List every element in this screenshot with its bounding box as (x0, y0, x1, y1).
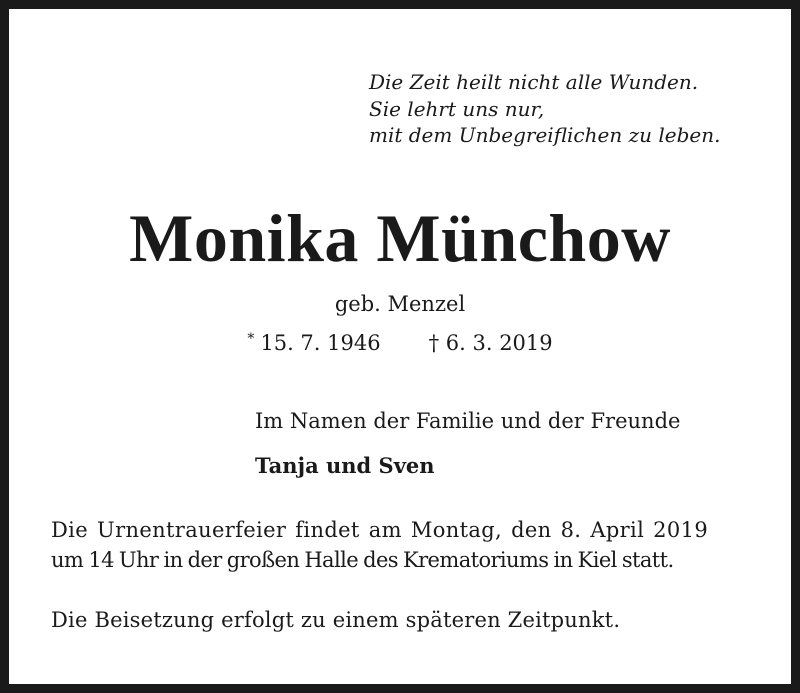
ceremony-line-2: um 14 Uhr in der großen Halle des Krematoriums in Kiel statt. (51, 548, 674, 572)
deceased-name: Monika Münchow (129, 200, 671, 276)
quote-line-3: mit dem Unbegreiflichen zu leben. (369, 123, 721, 147)
death-date: 6. 3. 2019 (445, 331, 553, 355)
life-dates (9, 324, 791, 358)
burial-info: Die Beisetzung erfolgt zu einem späteren Zeitpunkt. (51, 608, 621, 632)
mourners-names: Tanja und Sven (255, 453, 435, 478)
ceremony-line-1: Die Urnentrauerfeier findet am Montag, den 8. April 2019 (51, 518, 709, 542)
memorial-quote (369, 69, 720, 149)
born-symbol: * (247, 331, 255, 347)
died-symbol: † (428, 331, 440, 355)
quote-line-2: Sie lehrt uns nur, (369, 96, 545, 121)
birth-name: geb. Menzel (334, 292, 466, 316)
quote-line-1: Die Zeit heilt nicht alle Wunden. (369, 70, 699, 94)
mourners-intro: Im Namen der Familie und der Freunde (255, 409, 681, 433)
ceremony-info (51, 515, 745, 575)
birth-date: 15. 7. 1946 (260, 331, 381, 355)
